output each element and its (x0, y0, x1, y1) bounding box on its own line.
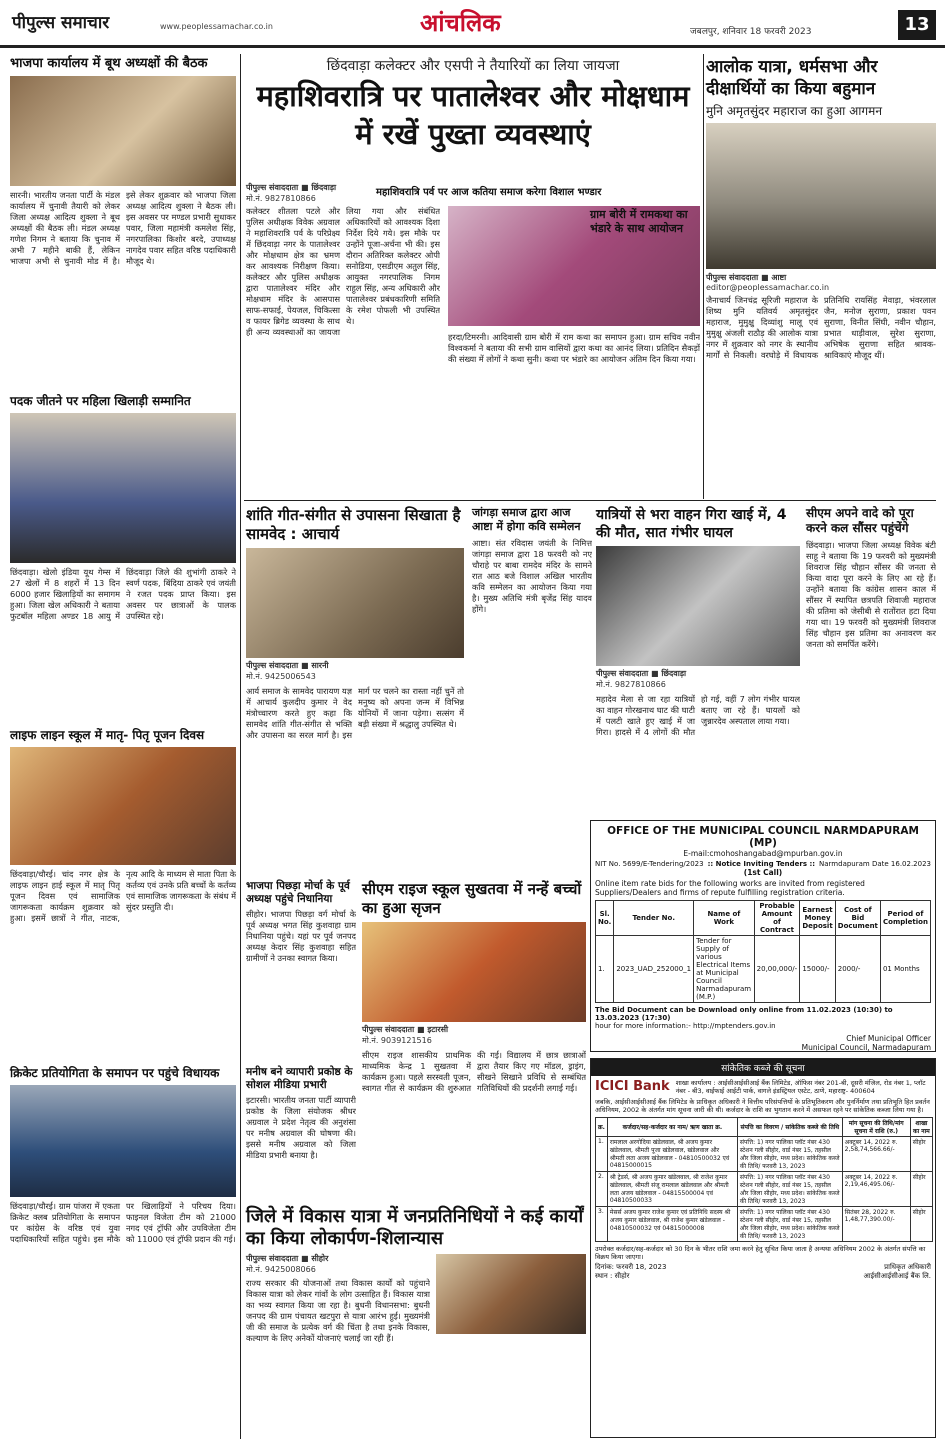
icici-date: दिनांक: फरवरी 18, 2023 (595, 1263, 667, 1271)
icici-notice (590, 1058, 936, 1438)
page-number: 13 (898, 10, 936, 40)
tender-meta: NIT No. 5699/E-Tendering/2023 :: Notice Inviting Tenders :: Narmdapuram Date 16.02.2023 (595, 860, 931, 868)
tender-header-row: Sl. No. Tender No. Name of Work Probable Amount of Contract Earnest Money Deposit Cost of Bid Document Period of Completion (596, 901, 931, 936)
headline: पदक जीतने पर महिला खिलाड़ी सम्मानित (10, 394, 191, 408)
headline: महाशिवरात्रि पर पातालेश्वर और मोक्षधाम में रखें पुख्ता व्यवस्थाएं (256, 79, 690, 151)
subhead: मुनि अमृतसुंदर महाराज का हुआ आगमन (706, 104, 882, 118)
story-samved (246, 506, 464, 876)
story-alok-yatra (706, 56, 936, 496)
byline: पीपुल्स संवाददाता ■ छिंदवाड़ा (596, 669, 687, 678)
photo-cm-rise-school (362, 922, 586, 1022)
icici-logo: ICICI Bank (595, 1079, 670, 1094)
row-rule (244, 500, 936, 501)
story-body: छिंदवाड़ा/चौरई। ग्राम पांजरा में एकता क्रिकेट क्लब प्रतियोगिता के समापन पर कांग्रेस के वरिष्ठ एवं युवा पदाधिकारियों सहित पहुंचे। इस मौके पर खिलाड़ियों ने परिचय दिया। फाइनल विजेता टीम को 21000 नगद एवं ट्रॉफी और उपविजेता टीम को 11000 एवं ट्रॉफी प्रदान की गई। (10, 1201, 236, 1244)
table-row: 2. श्री ट्रेडर्स, श्री अजय कुमार खंडेलवाल, श्री राजेश कुमार खंडेलवाल, श्रीमती संजू रामलाल खंडेलवाल और श्रीमती लता अजय खंडेलवाल - 04815500004 एवं 04810500033 संपत्ति: 1) नगर पालिका प्लॉट नंबर 430 स्टेशन गली सीहोर, वार्ड नंबर 15, तहसील और जिला सीहोर, मध्य प्रदेश। सांकेतिक कब्जे की तिथि/ फरवरी 13, 2023 अक्टूबर 14, 2022 रु. 2,19,46,495.06/- सीहोर (596, 1172, 933, 1207)
story-body: महादेव मेला से जा रहा यात्रियों का वाहन गोरखनाथ घाट की घाटी में पलटी खाते हुए खाई में जा गिरा। हादसे में 4 लोगों की मौत हो गई, वहीं 7 लोग गंभीर घायल बताए जा रहे हैं। घायलों को जुन्नारदेव अस्पताल लाया गया। (596, 694, 800, 737)
story-body: छिंदवाड़ा। भाजपा जिला अध्यक्ष विवेक बंटी साहू ने बताया कि 19 फरवरी को मुख्यमंत्री शिवराज सिंह चौहान सौंसर की जनता से किया वादा पूरा करने के लिए आ रहे हैं। उन्होंने बताया कि कांग्रेस शासन काल में सौंसर में स्थापित छत्रपति शिवाजी महाराज की प्रतिमा को जेसीबी से रातोंरात हटा दिया गया था। 19 फरवरी को मुख्यमंत्री शिवराज सिंह चौहान इस प्रतिमा का अनावरण कर जनता को समर्पित करेंगे। (806, 540, 936, 649)
headline: भाजपा कार्यालय में बूथ अध्यक्षों की बैठक (10, 56, 208, 71)
photo-cricket (10, 1085, 236, 1197)
headline: क्रिकेट प्रतियोगिता के समापन पर पहुंचे विधायक (10, 1066, 220, 1080)
story-jangra-samaj (472, 506, 592, 876)
story-ramkatha-head (590, 208, 700, 236)
icici-place: स्थान : सीहोर (595, 1272, 630, 1280)
tender-download: The Bid Document can be Download only online from 11.02.2023 (10:30) to 13.03.2023 (17:30) (595, 1006, 893, 1022)
icici-top (591, 1076, 935, 1098)
headline: शांति गीत-संगीत से उपासना सिखाता है सामवेद : आचार्य (246, 506, 461, 543)
tender-sign2: Municipal Council, Narmadapuram (801, 1043, 931, 1052)
photo-bjp-meeting (10, 76, 236, 186)
tender-email: E-mail:cmohoshangabad@mpurban.gov.in (683, 849, 843, 858)
tender-notice (590, 820, 936, 1052)
photo-women-players (10, 413, 236, 563)
photo-alok-yatra (706, 123, 936, 269)
tender-call: (1st Call) (743, 868, 783, 877)
byline: पीपुल्स संवाददाता ■ सीहोर (246, 1254, 329, 1263)
story-body: आर्य समाज के सामवेद पारायण यज्ञ में आचार्य कुलदीप कुमार ने वेद मंत्रोच्चारण करते हुए कहा कि सामवेद शांति गीत-संगीत से भक्ति और उपासना का सरल मार्ग है। इस मार्ग पर चलने का रास्ता नहीं चुनें तो मनुष्य को अपना जन्म में विभिन्न योनियों में जाना पड़ेगा। सत्संग में बड़ी संख्या में श्रद्धालु उपस्थित थे। (246, 686, 464, 740)
headline: मनीष बने व्यापारी प्रकोष्ठ के सोशल मीडिया प्रभारी (246, 1066, 353, 1091)
site-url: www.peoplessamachar.co.in (160, 22, 273, 31)
mobile: मो.नं. 9425008066 (246, 1265, 316, 1274)
icici-sign2: आईसीआईसीआई बैंक लि. (863, 1272, 931, 1280)
table-row: 1. 2023_UAD_252000_1 Tender for Supply of various Electrical Items at Municipal Council Narmadapuram (M.P.) 20,00,000/- 15000/- 2000/- 01 Months (596, 936, 931, 1003)
story-body: सीएम राइज शासकीय प्राथमिक माध्यमिक केन्द्र 1 सुखतवा में कार्यक्रम हुआ। पहले सरस्वती पूजन, स्वागत गीत से कार्यक्रम की शुरुआत की गई। विद्यालय में छात्र छात्राओं द्वारा तैयार किए गए मॉडल, ड्राइंग, सीखने सिखाने प्रविधि से सम्बंधित गतिविधियों की प्रदर्शनी लगाई गई। (362, 1050, 586, 1093)
column-rule (703, 54, 704, 499)
byline: पीपुल्स संवाददाता ■ आष्टा (706, 273, 787, 282)
photo-lifeline-school (10, 747, 236, 865)
story-body: इटारसी। भारतीय जनता पार्टी व्यापारी प्रकोष्ठ के जिला संयोजक श्रीधर अग्रवाल ने प्रदेश नेतृत्व की अनुशंसा पर मनीष अग्रवाल की घोषणा की। इससे मनीष अग्रवाल को जिला मीडिया प्रभारी बनाया है। (246, 1095, 356, 1160)
tender-intro: Online item rate bids for the following works are invited from registered Suppliers/Dealers and firms of repute fulfilling registration criteria. (595, 879, 865, 897)
kicker: छिंदवाड़ा कलेक्टर और एसपी ने तैयारियों का लिया जायजा (326, 58, 620, 74)
icici-branch: शाखा कार्यालय : आईसीआईसीआई बैंक लिमिटेड, ऑफिस नंबर 201-बी, दूसरी मंजिल, रोड नंबर 1, प्लॉट नंबर - बी3, वाईफाई आईटी पार्क, वागले इंडस्ट्रियल एस्टेट, ठाणे, महाराष्ट्र- 400604 (675, 1079, 926, 1095)
headline: जिले में विकास यात्रा में जनप्रतिनिधियों ने कई कार्यों का किया लोकार्पण-शिलान्यास (246, 1206, 584, 1249)
mobile: मो.नं. 9425006543 (246, 672, 316, 681)
table-row: 1. रामलाल अरगोदिया खंडेलवाल, श्री अजय कुमार खंडेलवाल, श्रीमती पूजा खंडेलवाल, खंडेलवाल और श्रीमती लता अजय खंडेलवाल - 04810500032 एवं 04815000015 संपत्ति: 1) नगर पालिका प्लॉट नंबर 430 स्टेशन गली सीहोर, वार्ड नंबर 15, तहसील और जिला सीहोर, मध्य प्रदेश। सांकेतिक कब्जे की तिथि/ फरवरी 13, 2023 अक्टूबर 14, 2022 रु. 2,58,74,566.66/- सीहोर (596, 1137, 933, 1172)
photo-accident (596, 546, 800, 666)
tender-title: OFFICE OF THE MUNICIPAL COUNCIL NARMDAPURAM (MP) (607, 825, 919, 849)
photo-samved (246, 548, 464, 658)
story-body: आष्टा। संत रविदास जयंती के निमित्त जांगड़ा समाज द्वारा 18 फरवरी को नए चौराहे पर बाबा रामदेव मंदिर के सामने रात आठ बजे विशाल अखिल भारतीय कवि सम्मेलन का आयोजन किया गया है। मुख्य अतिथि मंत्री बृजेंद्र सिंह यादव होंगे। (472, 538, 592, 614)
brand-logo: पीपुल्स समाचार (12, 13, 110, 33)
byline: पीपुल्स संवाददाता ■ सारनी (246, 661, 329, 670)
headline: भाजपा पिछड़ा मोर्चा के पूर्व अध्यक्ष पहुंचे निधानिया (246, 880, 350, 905)
story-manish-media (246, 1066, 356, 1196)
headline: यात्रियों से भरा वाहन गिरा खाई में, 4 की मौत, सात गंभीर घायल (596, 507, 787, 541)
icici-header-row: क्र. कर्जदार/सह-कर्जदार का नाम/ ऋण खाता क्र. संपत्ति का विवरण / सांकेतिक कब्जे की तिथि मांग सूचना की तिथि/मांग सूचना में राशि (रु.) शाखा का नाम (596, 1118, 933, 1137)
headline: जांगड़ा समाज द्वारा आज आष्टा में होगा कवि सम्मेलन (472, 506, 581, 533)
section-title: आंचलिक (420, 9, 501, 37)
headline: आलोक यात्रा, धर्मसभा और दीक्षार्थियों का किया बहुमान (706, 57, 878, 99)
photo-vikas-yatra (436, 1254, 586, 1334)
headline: सीएम राइज स्कूल सुखतवा में नन्हें बच्चों का हुआ सृजन (362, 880, 582, 917)
headline: सीएम अपने वादे को पूरा करने कल सौंसर पहुंचेंगे (806, 506, 914, 535)
story-mahashivratri (246, 56, 700, 496)
byline: पीपुल्स संवाददाता ■ इटारसी (362, 1025, 449, 1034)
headline: लाइफ लाइन स्कूल में मातृ- पितृ पूजन दिवस (10, 728, 205, 742)
dateline: जबलपुर, शनिवार 18 फरवरी 2023 (690, 27, 812, 37)
story-body: कलेक्टर शीतला पटले और पुलिस अधीक्षक विवेक अग्रवाल ने महाशिवरात्रि पर्व के परिप्रेक्ष्य में छिंदवाड़ा नगर के पातालेश्वर और मोक्षधाम क्षेत्र का भ्रमण कर आवश्यक निरीक्षण किया। कलेक्टर और पुलिस अधीक्षक द्वारा पातालेश्वर मंदिर और मोक्षधाम मंदिर के आसपास साफ-सफाई, पेयजल, चिकित्सा व फायर ब्रिगेड व्यवस्था के साथ ही अन्य व्यवस्थाओं का जायजा लिया गया और संबंधित अधिकारियों को आवश्यक दिशा निर्देश दिये गये। इस मौके पर उन्होंने पूजा-अर्चना भी की। इस दौरान अतिरिक्त कलेक्टर ओपी सनोडिया, एसडीएम अतुल सिंह, आयुक्त नगरपालिक निगम राहुल सिंह, अन्य अधिकारी और पातालेश्वर प्रबंधकारिणी समिति के रमेश पोफली भी उपस्थित थे। (246, 206, 440, 337)
story-body: जैनाचार्य जिनचंद्र सूरिजी महाराज के शिष्य मुनि यतिवर्य अमृतसुंदर महाराज, मुमुक्षु दिव्यांशु मालू एवं मुमुक्षु अंजली राठौड़ की आलोक यात्रा नगर में शुक्रवार को नगर के स्थानीय मार्गों से निकली। वरघोड़े में विधायक प्रतिनिधि रायसिंह मेवाड़ा, भंवरलाल जैन, मनोज सुराणा, प्रकाश पवन सुराणा, विनीत सिंघी, नवीन चौहान, प्रभात धाड़ीवाल, सुरेश सुराणा, अभिषेक सुराणा सहित श्रावक-श्राविकाएं मौजूद थीं। (706, 295, 936, 360)
icici-body: जबकि, आईसीआईसीआई बैंक लिमिटेड के प्राधिकृत अधिकारी ने वित्तीय परिसंपत्तियों के प्रतिभूतिकरण और पुनर्निर्माण तथा प्रतिभूति हित प्रवर्तन अधिनियम, 2002 के अंतर्गत मांग सूचना जारी की थी। कर्जदार के राशि का भुगतान करने में असफल रहने पर सांकेतिक कब्जा लिया गया है। (595, 1098, 930, 1114)
email: editor@peoplessamachar.co.in (706, 283, 830, 292)
masthead (0, 0, 945, 48)
icici-header: सांकेतिक कब्जे की सूचना (591, 1059, 935, 1076)
ramkatha-body: हरदा/टिमरनी। आदिवासी ग्राम बोरी में राम कथा का समापन हुआ। ग्राम सचिव नवीन विश्वकर्मा ने बताया की सभी ग्राम वासियों द्वारा कथा का आनंद लिया। प्रतिदिन सैकड़ों की संख्या में लोगों ने कथा सुनी। कथा पर भंडारे का आयोजन अंतिम दिन किया गया। (448, 332, 700, 364)
story-body: सीहोर। भाजपा पिछड़ा वर्ग मोर्चा के पूर्व अध्यक्ष भगत सिंह कुशवाहा ग्राम निधानिया पहुंचे। यहां पर पूर्व जनपद अध्यक्ष केदार सिंह कुशवाहा सहित ग्रामीणों ने उनका स्वागत किया। (246, 909, 356, 963)
tender-sign1: Chief Municipal Officer (846, 1034, 931, 1043)
table-row: 3. मेसर्स अजय कुमार राजेश कुमार एवं प्रतिनिधि सदस्य श्री अजय कुमार खंडेलवाल, श्री राजेश कुमार खंडेलवाल - 04810500032 एवं 04815000008 संपत्ति: 1) नगर पालिका प्लॉट नंबर 430 स्टेशन गली सीहोर, वार्ड नंबर 15, तहसील और जिला सीहोर, मध्य प्रदेश। सांकेतिक कब्जे की तिथि/ फरवरी 13, 2023 सितंबर 28, 2022 रु. 1,48,77,390.00/- सीहोर (596, 1207, 933, 1242)
story-women-players (10, 394, 236, 724)
story-body: राज्य सरकार की योजनाओं तथा विकास कार्यों को पहुंचाने विकास यात्रा को लेकर गांवों के लोग उत्साहित हैं। विकास यात्रा का भव्य स्वागत किया जा रहा है। बुधनी विधानसभा: बुधनी जनपद की ग्राम पंचायत खटपुरा से यात्रा आरंभ हुई। मुख्यमंत्री जी की समाज के प्रत्येक वर्ग की चिंता है तथा इनके विकास, कल्याण के लिए अनेकों योजनाएं चलाई जा रही हैं। (246, 1278, 430, 1343)
story-body: छिंदवाड़ा/चौरई। चांद नगर क्षेत्र के लाइफ लाइन हाई स्कूल में मातृ पितृ पूजन दिवस एवं सामाजिक जागरूकता कार्यक्रम शुक्रवार को हुआ। इसमें छात्रों ने गीत, नाटक, नृत्य आदि के माध्यम से माता पिता के कर्तव्य एवं उनके प्रति बच्चों के कर्तव्य एवं सामाजिक जागरूकता के संबंध में सुंदर प्रस्तुति दी। (10, 869, 236, 923)
mobile: मो.नं. 9039121516 (362, 1036, 432, 1045)
story-body: छिंदवाड़ा। खेलो इंडिया यूथ गेम्स में 27 खेलों में 8 शहरों में 13 दिन 6000 हजार खिलाड़ियों का समागम हुआ। जिला खेल अधिकारी ने बताया फुटबॉल महिला अण्डर 18 आयु में छिंदवाड़ा जिले की शुभांगी ठाकरे ने स्वर्ण पदक, बिंदिया ठाकरे एवं जयंती ने रजत पदक प्राप्त किया। इस अवसर पर छात्राओं के पालक उपस्थित रहे। (10, 567, 236, 621)
story-lifeline-school (10, 728, 236, 1058)
tender-table (595, 900, 931, 1003)
story-bjp-meeting (10, 56, 236, 386)
subhead-bar: महाशिवरात्रि पर्व पर आज कतिया समाज करेगा विशाल भण्डार (376, 187, 602, 198)
icici-sign1: प्राधिकृत अधिकारी (884, 1263, 931, 1271)
mobile: मो.नं. 9827810866 (596, 680, 666, 689)
icici-table (595, 1117, 933, 1242)
column-rule (240, 54, 241, 1439)
story-cm-rise-school (362, 880, 586, 1200)
icici-footer: उपरोक्त कर्जदार/सह-कर्जदार को 30 दिन के भीतर राशि जमा करने हेतु सूचित किया जाता है अन्यथा अधिनियम 2002 के अंतर्गत संपत्ति का विक्रय किया जाएगा। (595, 1245, 926, 1261)
byline: पीपुल्स संवाददाता ■ छिंदवाड़ा मो.नं. 9827810866 (246, 183, 337, 203)
story-body: सारनी। भारतीय जनता पार्टी के मंडल कार्यालय में चुनावी तैयारी को लेकर जिला अध्यक्ष आदित्य शुक्ला ने बूथ अध्यक्षों की बैठक ली। मंडल अध्यक्ष गणेश निगम ने बताया कि चुनाव में अभी 7 महीने बाकी हैं, लेकिन भाजपा अभी से चुनावी मोड में है। इसे लेकर शुक्रवार को भाजपा जिला अध्यक्ष आदित्य शुक्ला ने बैठक ली। इस अवसर पर मण्डल प्रभारी सुधाकर पवार, जिला महामंत्री कमलेश सिंह, नगरपालिका किशोर बरदे, उपाध्यक्ष नागदेव पवार सहित वरिष्ठ पदाधिकारी मौजूद थे। (10, 190, 236, 266)
tender-more-info: hour for more information:- http://mptenders.gov.in (595, 1022, 776, 1030)
story-cm-promise (806, 506, 936, 814)
icici-sign-row (591, 1261, 935, 1283)
story-bjp-morcha (246, 880, 356, 1060)
headline: ग्राम बोरी में रामकथा का भंडारे के साथ आयोजन (590, 208, 688, 235)
story-vikas-yatra (246, 1206, 586, 1438)
